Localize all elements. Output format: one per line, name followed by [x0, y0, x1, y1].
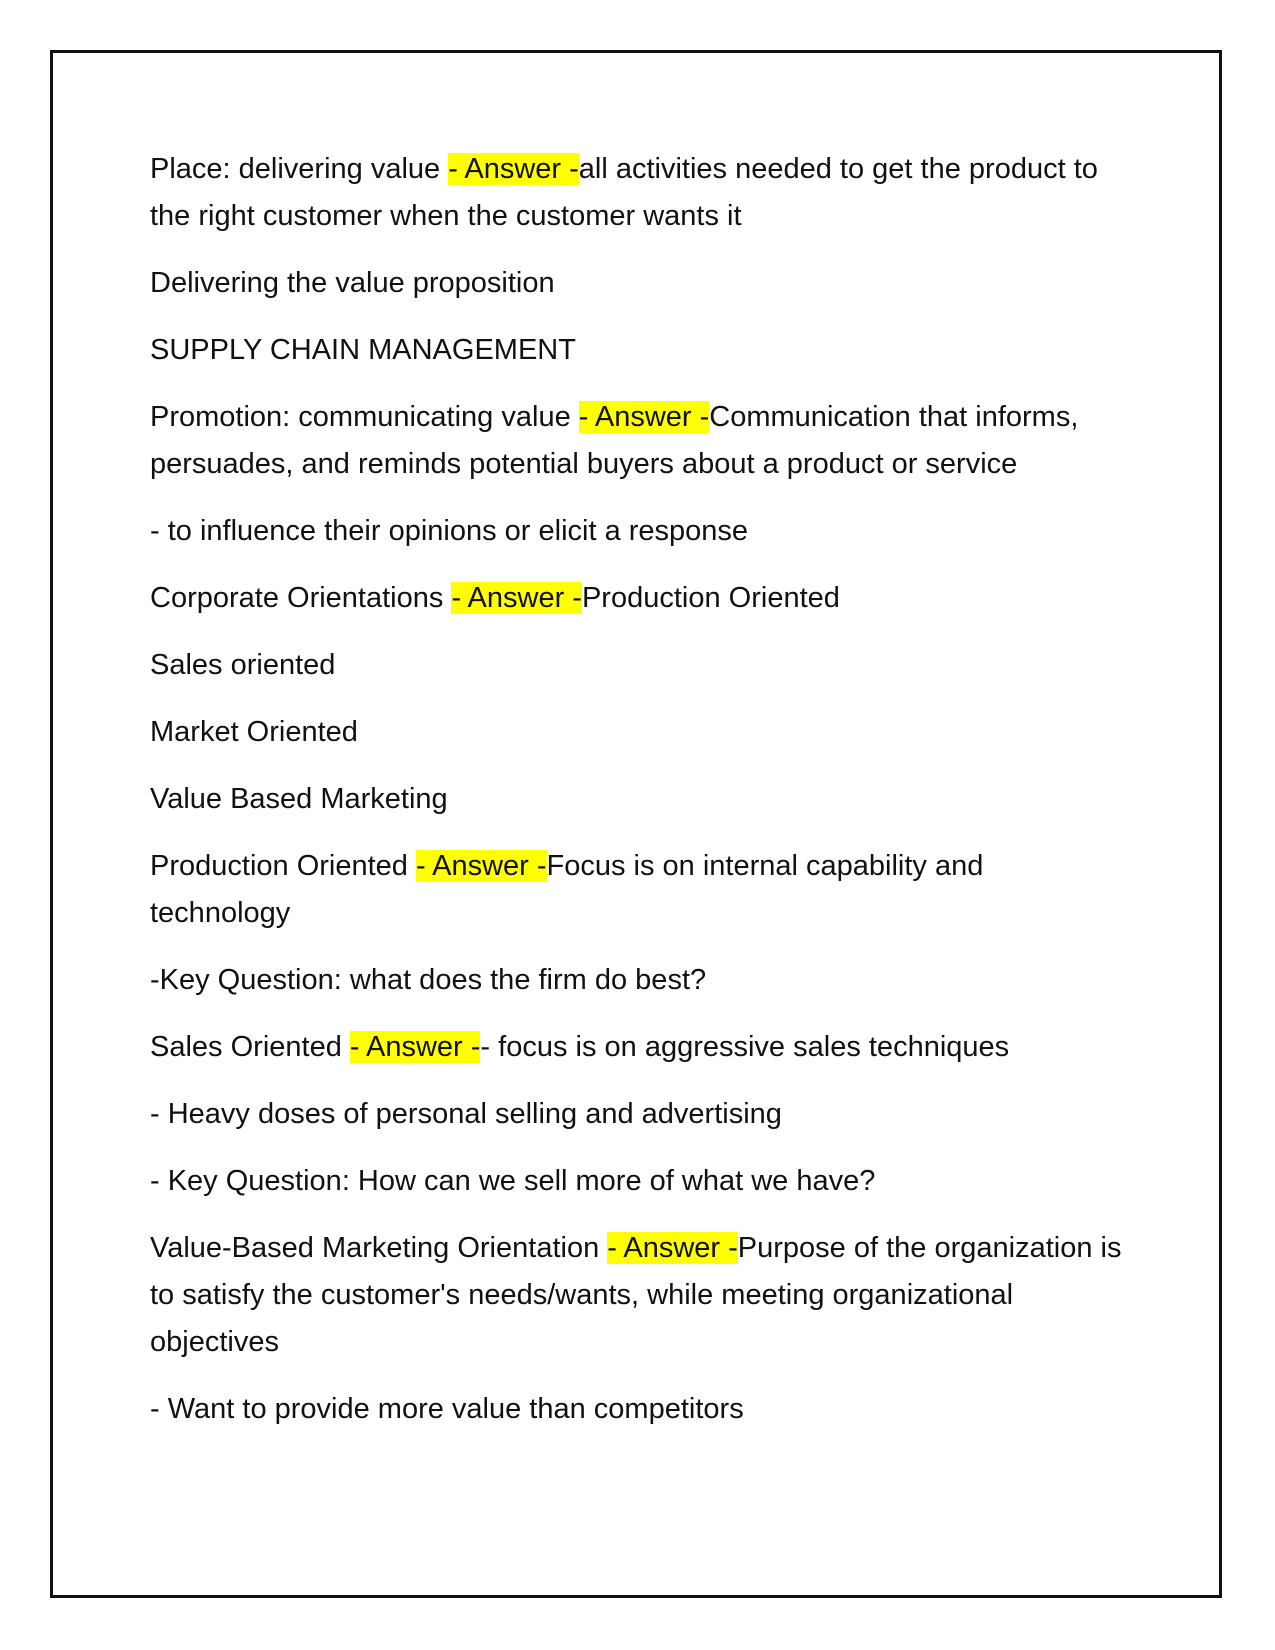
term: Value-Based Marketing Orientation	[150, 1232, 608, 1264]
answer-text: - focus is on aggressive sales techniques	[480, 1031, 1010, 1063]
line-text: Delivering the value proposition	[150, 267, 555, 299]
paragraph-promotion	[150, 394, 1130, 488]
line-text: - to influence their opinions or elicit a response	[150, 515, 749, 547]
answer-highlight: - Answer -	[607, 1232, 738, 1264]
term: Corporate Orientations	[150, 582, 452, 614]
paragraph-value-based-orientation	[150, 1225, 1130, 1366]
paragraph-heavy-doses	[150, 1091, 1130, 1138]
paragraph-value-based	[150, 776, 1130, 823]
line-text: Value Based Marketing	[150, 783, 448, 815]
answer-highlight: - Answer -	[349, 1031, 481, 1063]
term: Production Oriented	[150, 850, 416, 882]
paragraph-market-oriented	[150, 709, 1130, 756]
answer-highlight: - Answer -	[578, 401, 710, 433]
answer-highlight: - Answer -	[415, 850, 547, 882]
paragraph-delivering-value	[150, 260, 1130, 307]
answer-text: Focus is on internal capability and technology	[150, 850, 984, 929]
line-text: -Key Question: what does the firm do best?	[150, 964, 707, 996]
answer-highlight: - Answer -	[448, 153, 579, 185]
line-text: Sales oriented	[150, 649, 336, 681]
answer-text: all activities needed to get the product to the right customer when the customer wants it	[150, 153, 1098, 232]
answer-text: Purpose of the organization is to satisfy the customer's needs/wants, while meeting organizational objectives	[150, 1232, 1122, 1358]
term: Promotion: communicating value	[150, 401, 579, 433]
line-text: - Want to provide more value than competitors	[150, 1393, 744, 1425]
paragraph-key-question-sell	[150, 1158, 1130, 1205]
answer-text: Production Oriented	[581, 582, 840, 614]
paragraph-key-question-firm	[150, 957, 1130, 1004]
paragraph-supply-chain	[150, 327, 1130, 374]
term: Sales Oriented	[150, 1031, 350, 1063]
paragraph-place	[150, 146, 1130, 240]
paragraph-sales-oriented-def	[150, 1024, 1130, 1071]
answer-highlight: - Answer -	[451, 582, 582, 614]
line-text: SUPPLY CHAIN MANAGEMENT	[150, 334, 576, 366]
term: Place: delivering value	[150, 153, 449, 185]
paragraph-influence	[150, 508, 1130, 555]
paragraph-production-oriented	[150, 843, 1130, 937]
paragraph-more-value	[150, 1386, 1130, 1433]
line-text: - Key Question: How can we sell more of what we have?	[150, 1165, 876, 1197]
line-text: Market Oriented	[150, 716, 358, 748]
paragraph-corporate-orientations	[150, 575, 1130, 622]
paragraph-sales-oriented	[150, 642, 1130, 689]
answer-text: Communication that informs, persuades, and reminds potential buyers about a product or service	[150, 401, 1079, 480]
document-body	[150, 146, 1130, 1453]
line-text: - Heavy doses of personal selling and advertising	[150, 1098, 782, 1130]
